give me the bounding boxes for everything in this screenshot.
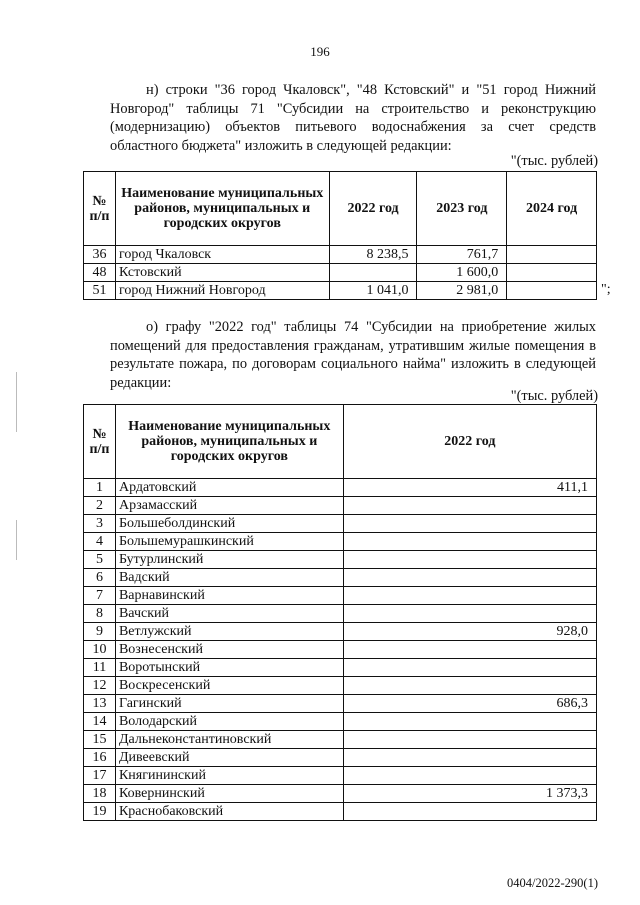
row-name: Арзамасский: [115, 497, 343, 515]
row-num: 18: [84, 785, 116, 803]
page-number: 196: [310, 44, 330, 59]
row-2023: 1 600,0: [417, 264, 507, 282]
table-header-row: [84, 172, 597, 246]
row-name: Ардатовский: [115, 479, 343, 497]
table-row: [84, 264, 597, 282]
row-2024: [507, 282, 597, 300]
row-2024: [507, 246, 597, 264]
row-2022: 8 238,5: [329, 246, 417, 264]
row-num: 4: [84, 533, 116, 551]
header-name: Наименование муниципальных районов, муниципальных и городских округов: [115, 405, 343, 479]
table-row: [84, 677, 597, 695]
row-num: 11: [84, 659, 116, 677]
table-row: [84, 551, 597, 569]
table1-unit: "(тыс. рублей): [510, 153, 598, 169]
row-num: 51: [84, 282, 116, 300]
row-2022: [343, 533, 596, 551]
header-2023: 2023 год: [417, 172, 507, 246]
row-name: Краснобаковский: [115, 803, 343, 821]
table-row: [84, 785, 597, 803]
row-name: Дивеевский: [115, 749, 343, 767]
table-row: [84, 713, 597, 731]
table-row: [84, 282, 597, 300]
row-name: Ветлужский: [115, 623, 343, 641]
row-num: 1: [84, 479, 116, 497]
row-2022: [343, 551, 596, 569]
row-2022: 686,3: [343, 695, 596, 713]
row-name: Воскресенский: [115, 677, 343, 695]
row-name: Вачский: [115, 605, 343, 623]
row-2023: 2 981,0: [417, 282, 507, 300]
row-2022: [343, 803, 596, 821]
row-2022: 1 373,3: [343, 785, 596, 803]
row-num: 36: [84, 246, 116, 264]
table-row: [84, 695, 597, 713]
header-num: № п/п: [84, 172, 116, 246]
row-2022: [343, 749, 596, 767]
table-row: [84, 767, 597, 785]
row-num: 7: [84, 587, 116, 605]
table-row: [84, 749, 597, 767]
row-name: город Чкаловск: [115, 246, 329, 264]
scan-margin-mark: [16, 372, 17, 432]
row-name: Кстовский: [115, 264, 329, 282]
row-name: Вознесенский: [115, 641, 343, 659]
row-num: 8: [84, 605, 116, 623]
row-2022: [343, 659, 596, 677]
row-2022: [343, 497, 596, 515]
table-row: [84, 497, 597, 515]
table-row: [84, 587, 597, 605]
header-num: № п/п: [84, 405, 116, 479]
row-num: 15: [84, 731, 116, 749]
row-num: 12: [84, 677, 116, 695]
row-num: 48: [84, 264, 116, 282]
row-name: Вадский: [115, 569, 343, 587]
row-name: Воротынский: [115, 659, 343, 677]
row-name: Большеболдинский: [115, 515, 343, 533]
row-num: 17: [84, 767, 116, 785]
table-row: [84, 479, 597, 497]
row-2024: [507, 264, 597, 282]
table-row: [84, 623, 597, 641]
table-row: [84, 659, 597, 677]
table1-closing-quote: ";: [601, 282, 611, 297]
table-row: [84, 605, 597, 623]
row-name: Княгининский: [115, 767, 343, 785]
row-num: 10: [84, 641, 116, 659]
table-row: [84, 731, 597, 749]
row-2022: [343, 767, 596, 785]
table-row: [84, 641, 597, 659]
row-2022: [343, 587, 596, 605]
row-2022: [329, 264, 417, 282]
table-header-row: [84, 405, 597, 479]
header-2022: 2022 год: [329, 172, 417, 246]
row-num: 14: [84, 713, 116, 731]
row-2022: [343, 605, 596, 623]
table-row: [84, 803, 597, 821]
table-row: [84, 569, 597, 587]
table-row: [84, 246, 597, 264]
row-2022: [343, 569, 596, 587]
row-num: 13: [84, 695, 116, 713]
row-name: Варнавинский: [115, 587, 343, 605]
row-num: 19: [84, 803, 116, 821]
row-2022: [343, 713, 596, 731]
row-2022: 1 041,0: [329, 282, 417, 300]
row-name: Большемурашкинский: [115, 533, 343, 551]
row-num: 2: [84, 497, 116, 515]
row-num: 5: [84, 551, 116, 569]
row-2023: 761,7: [417, 246, 507, 264]
header-2022: 2022 год: [343, 405, 596, 479]
row-2022: 411,1: [343, 479, 596, 497]
row-name: Дальнеконстантиновский: [115, 731, 343, 749]
paragraph-o: о) графу "2022 год" таблицы 74 "Субсидии на приобретение жилых помещений для предоставления гражданам, утратившим жилые помещения в результате пожара, по договорам социального найма" изложить в следующей редакции:: [110, 319, 596, 391]
row-2022: [343, 641, 596, 659]
table2-unit: "(тыс. рублей): [510, 388, 598, 404]
row-name: город Нижний Новгород: [115, 282, 329, 300]
paragraph-n: н) строки "36 город Чкаловск", "48 Кстовский" и "51 город Нижний Новгород" таблицы 71 "Субсидии на строительство и реконструкцию (модернизацию) объектов питьевого водоснабжения за счет средств областного бюджета" изложить в следующей редакции:: [110, 82, 596, 154]
row-num: 9: [84, 623, 116, 641]
row-name: Бутурлинский: [115, 551, 343, 569]
header-2024: 2024 год: [507, 172, 597, 246]
table-71-excerpt: [83, 171, 597, 300]
row-name: Ковернинский: [115, 785, 343, 803]
header-name: Наименование муниципальных районов, муниципальных и городских округов: [115, 172, 329, 246]
row-num: 6: [84, 569, 116, 587]
table-row: [84, 515, 597, 533]
row-num: 16: [84, 749, 116, 767]
document-code-footer: 0404/2022-290(1): [507, 876, 598, 890]
table-74-excerpt: [83, 404, 597, 821]
scan-margin-mark: [16, 520, 17, 560]
row-name: Володарский: [115, 713, 343, 731]
row-2022: 928,0: [343, 623, 596, 641]
row-2022: [343, 677, 596, 695]
row-name: Гагинский: [115, 695, 343, 713]
row-2022: [343, 515, 596, 533]
row-num: 3: [84, 515, 116, 533]
row-2022: [343, 731, 596, 749]
table-row: [84, 533, 597, 551]
